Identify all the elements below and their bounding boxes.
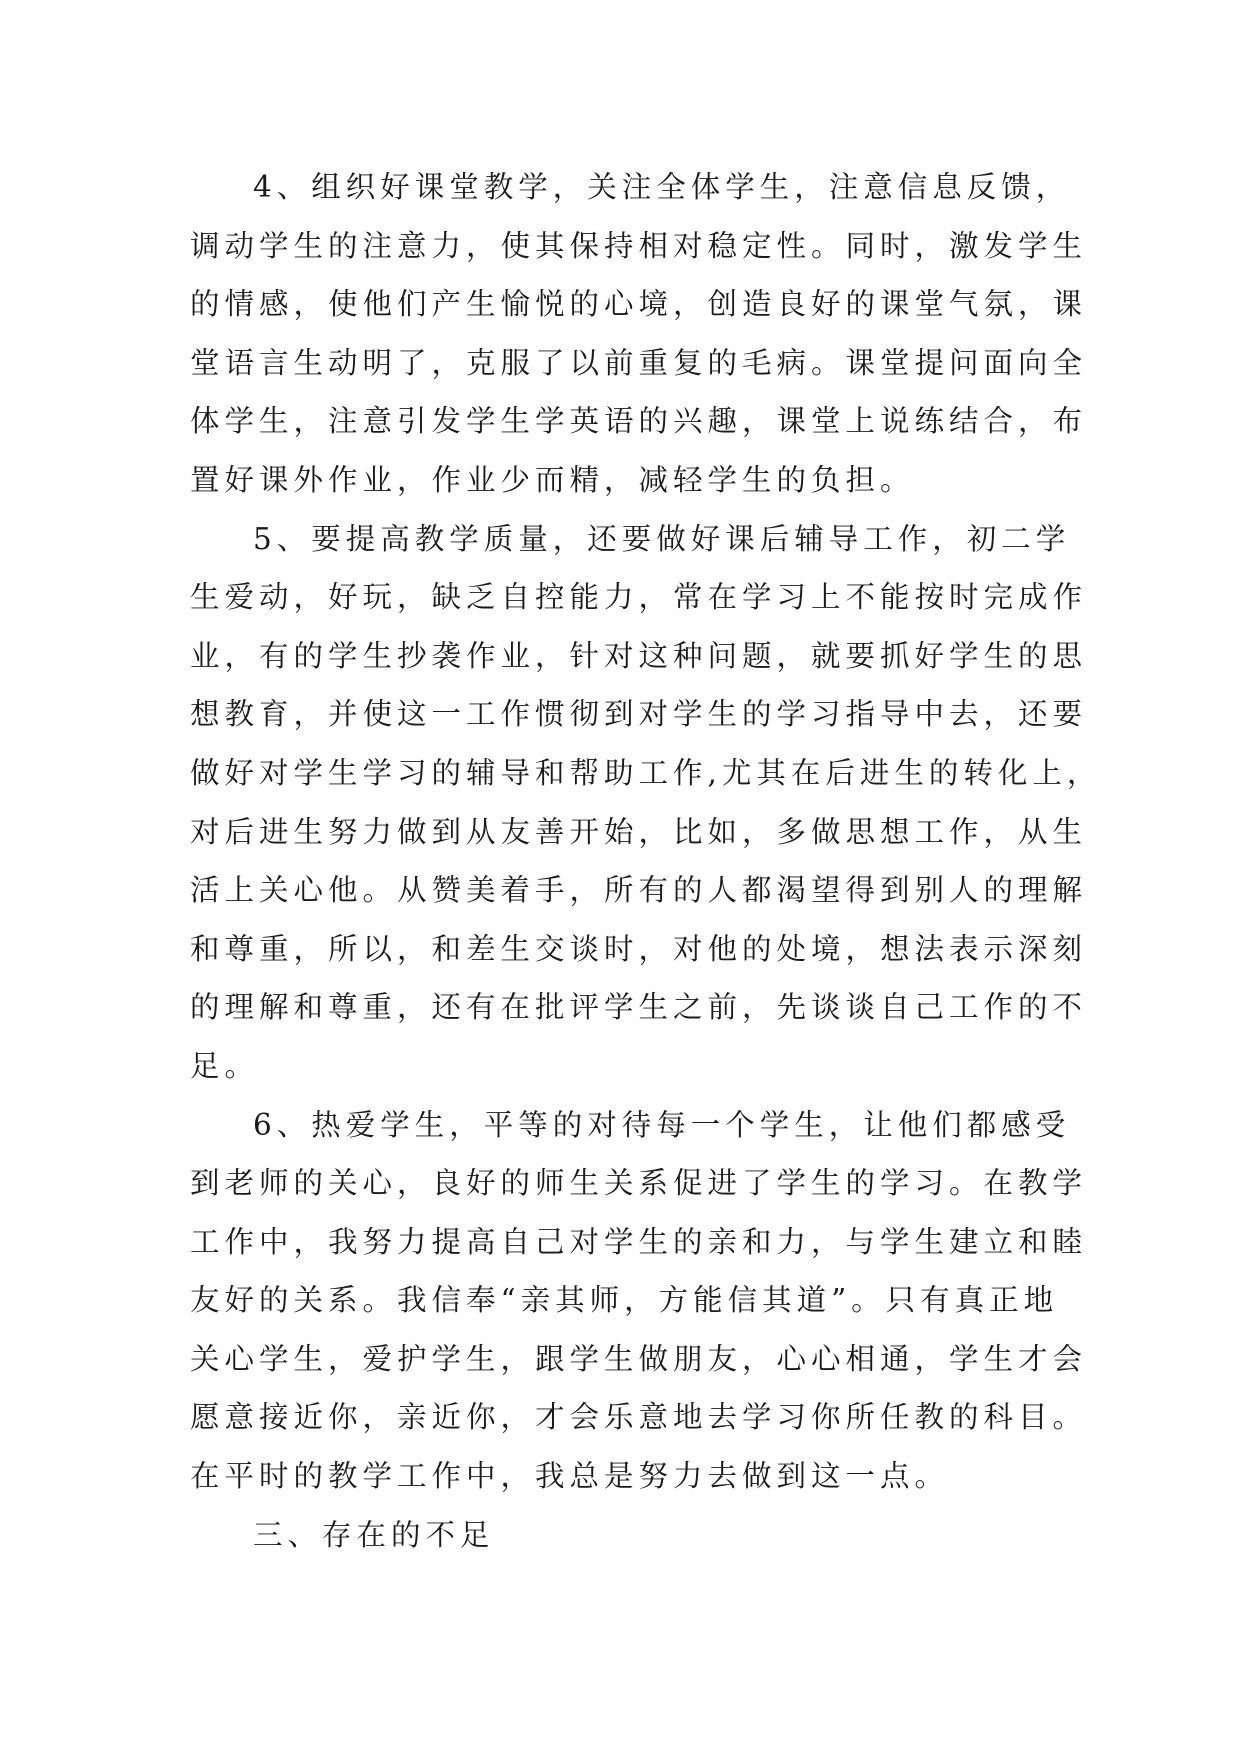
- text-line: 到老师的关心，良好的师生关系促进了学生的学习。在教学: [190, 1166, 1088, 1201]
- paragraph-item-6: [190, 1096, 1088, 1506]
- heading-line: 三、存在的不足: [253, 1517, 495, 1552]
- text-line: 4、组织好课堂教学，关注全体学生，注意信息反馈，: [253, 170, 1071, 204]
- text-line: 工作中，我努力提高自己对学生的亲和力，与学生建立和睦: [190, 1224, 1088, 1259]
- document-body: [190, 158, 1102, 1564]
- text-line: 业，有的学生抄袭作业，针对这种问题，就要抓好学生的思: [190, 638, 1088, 673]
- text-line: 在平时的教学工作中，我总是努力去做到这一点。: [190, 1459, 950, 1494]
- text-line: 5、要提高教学质量，还要做好课后辅导工作，初二学: [253, 521, 1071, 556]
- text-line: 友好的关系。我信奉“亲其师，方能信其道”。只有真正地: [190, 1283, 1059, 1318]
- section-heading-shortcomings: [190, 1506, 1070, 1565]
- text-line: 堂语言生动明了，克服了以前重复的毛病。课堂提问面向全: [190, 345, 1088, 380]
- text-line: 对后进生努力做到从友善开始，比如，多做思想工作，从生: [190, 814, 1088, 849]
- text-line: 关心学生，爱护学生，跟学生做朋友，心心相通，学生才会: [190, 1341, 1088, 1376]
- paragraph-item-4: [190, 158, 1088, 510]
- text-line: 的理解和尊重，还有在批评学生之前，先谈谈自己工作的不: [190, 990, 1088, 1025]
- text-line: 调动学生的注意力，使其保持相对稳定性。同时，激发学生: [190, 228, 1088, 263]
- text-line: 做好对学生学习的辅导和帮助工作,尤其在后进生的转化上，: [190, 755, 1102, 790]
- text-line: 活上关心他。从赞美着手，所有的人都渴望得到别人的理解: [190, 873, 1088, 908]
- paragraph-item-5: [190, 510, 1102, 1096]
- text-line: 体学生，注意引发学生学英语的兴趣，课堂上说练结合，布: [190, 404, 1088, 439]
- text-line: 6、热爱学生，平等的对待每一个学生，让他们都感受: [253, 1107, 1071, 1142]
- text-line: 足。: [190, 1048, 260, 1083]
- text-line: 愿意接近你，亲近你，才会乐意地去学习你所任教的科目。: [190, 1400, 1088, 1435]
- text-line: 和尊重，所以，和差生交谈时，对他的处境，想法表示深刻: [190, 931, 1088, 966]
- text-line: 置好课外作业，作业少而精，减轻学生的负担。: [190, 462, 915, 497]
- text-line: 生爱动，好玩，缺乏自控能力，常在学习上不能按时完成作: [190, 580, 1088, 615]
- text-line: 想教育，并使这一工作惯彻到对学生的学习指导中去，还要: [190, 697, 1088, 732]
- text-line: 的情感，使他们产生愉悦的心境，创造良好的课堂气氛，课: [190, 287, 1088, 322]
